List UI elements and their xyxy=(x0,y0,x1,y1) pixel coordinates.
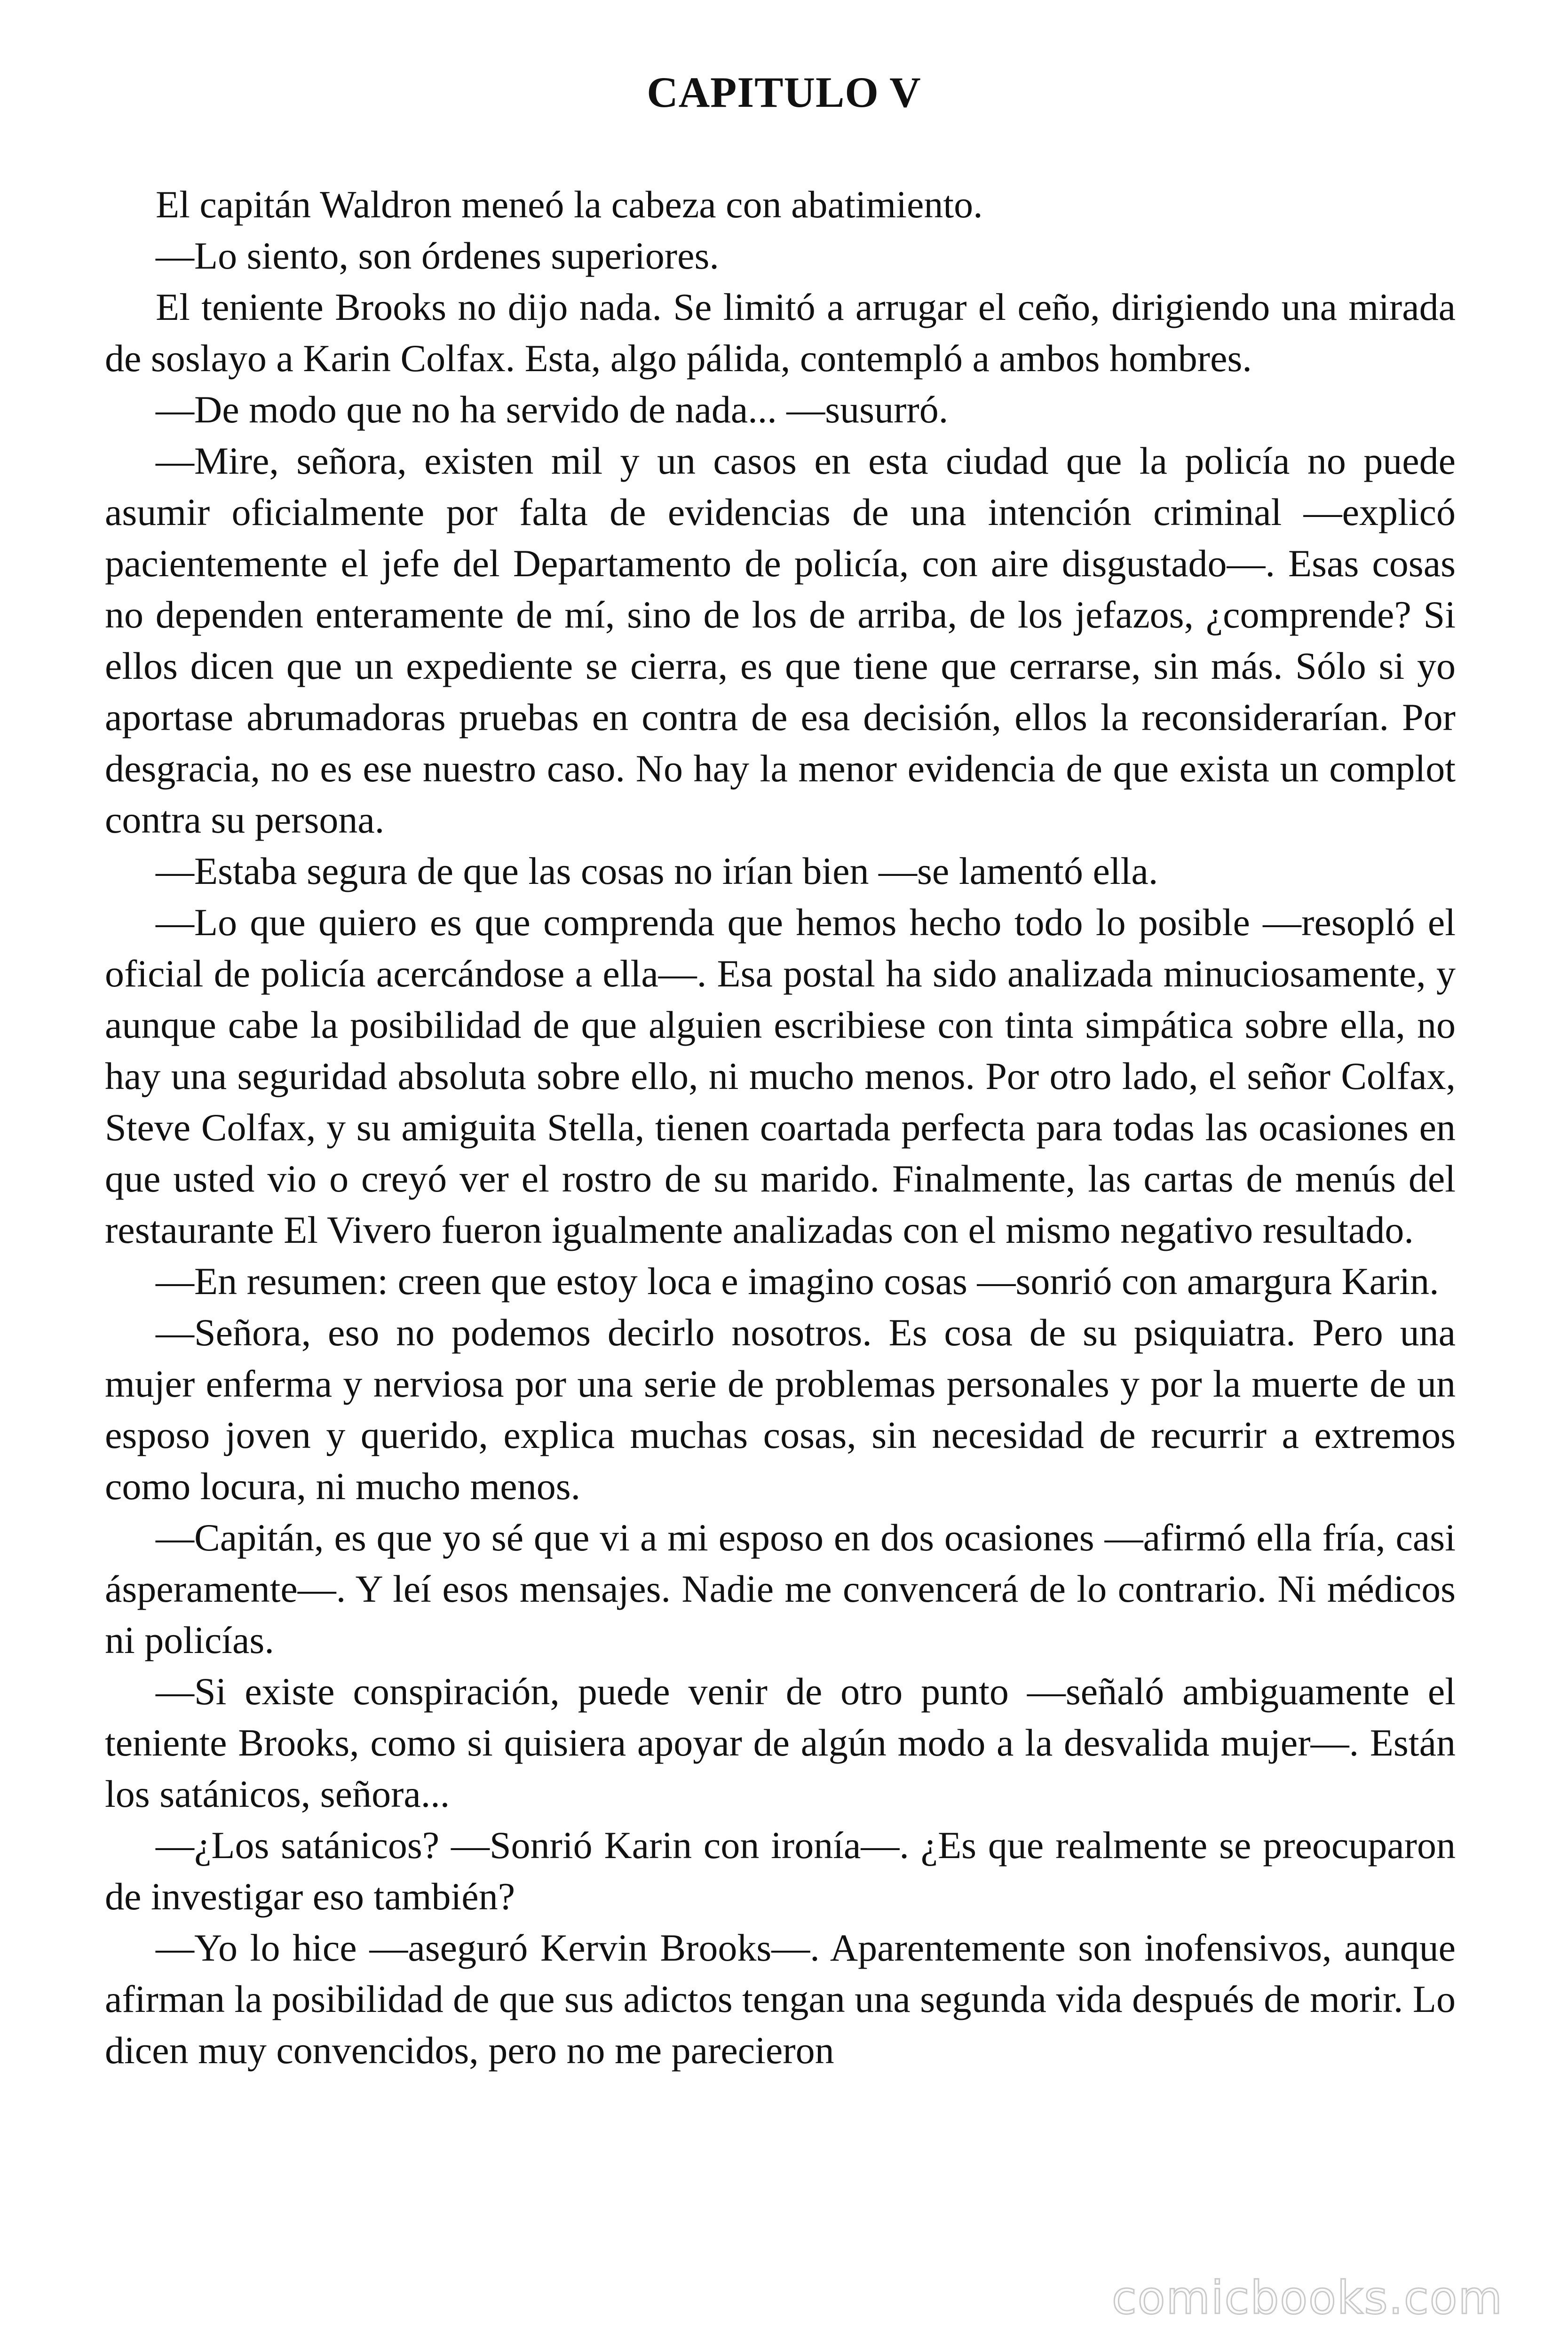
paragraph: —Estaba segura de que las cosas no irían bien —se lamentó ella. xyxy=(156,850,1158,892)
paragraph: —En resumen: creen que estoy loca e imagino cosas —sonrió con amargura Karin. xyxy=(156,1260,1439,1303)
body-text xyxy=(105,179,1456,2076)
paragraph: —Mire, señora, existen mil y un casos en esta ciudad que la policía no puede asumir oficialmente por falta de evidencias de una intención criminal —explicó pacientemente el jefe del Departamento de policía, con aire disgustado—. Esas cosas no dependen enteramente de mí, sino de los de arriba, de los jefazos, ¿comprende? Si ellos dicen que un expediente se cierra, es que tiene que cerrarse, sin más. Sólo si yo aportase abrumadoras pruebas en contra de esa decisión, ellos la reconsiderarían. Por desgracia, no es ese nuestro caso. No hay la menor evidencia de que exista un complot contra su persona. xyxy=(105,439,1456,841)
paragraph: El capitán Waldron meneó la cabeza con abatimiento. xyxy=(156,183,983,226)
paragraph: —Señora, eso no podemos decirlo nosotros. Es cosa de su psiquiatra. Pero una mujer enferma y nerviosa por una serie de problemas personales y por la muerte de un esposo joven y querido, explica muchas cosas, sin necesidad de recurrir a extremos como locura, ni mucho menos. xyxy=(105,1311,1456,1508)
paragraph: —Yo lo hice —aseguró Kervin Brooks—. Aparentemente son inofensivos, aunque afirman la posibilidad de que sus adictos tengan una segunda vida después de morir. Lo dicen muy convencidos, pero no me parecieron xyxy=(105,1926,1456,2072)
paragraph: —Lo siento, son órdenes superiores. xyxy=(156,234,719,277)
paragraph: —Lo que quiero es que comprenda que hemos hecho todo lo posible —resopló el oficial de policía acercándose a ella—. Esa postal ha sido analizada minuciosamente, y aunque cabe la posibilidad de que alguien escribiese con tinta simpática sobre ella, no hay una seguridad absoluta sobre ello, ni mucho menos. Por otro lado, el señor Colfax, Steve Colfax, y su amiguita Stella, tienen coartada perfecta para todas las ocasiones en que usted vio o creyó ver el rostro de su marido. Finalmente, las cartas de menús del restaurante El Vivero fueron igualmente analizadas con el mismo negativo resultado. xyxy=(105,901,1456,1251)
watermark: comicbooks.com xyxy=(1108,2272,1507,2324)
paragraph: El teniente Brooks no dijo nada. Se limitó a arrugar el ceño, dirigiendo una mirada de soslayo a Karin Colfax. Esta, algo pálida, contempló a ambos hombres. xyxy=(105,286,1456,380)
paragraph: —Si existe conspiración, puede venir de otro punto —señaló ambiguamente el teniente Brooks, como si quisiera apoyar de algún modo a la desvalida mujer—. Están los satánicos, señora... xyxy=(105,1670,1456,1815)
chapter-title: CAPITULO V xyxy=(647,68,921,116)
paragraph: —¿Los satánicos? —Sonrió Karin con ironía—. ¿Es que realmente se preocuparon de investigar eso también? xyxy=(105,1824,1456,1918)
paragraph: —De modo que no ha servido de nada... —susurró. xyxy=(156,388,949,431)
paragraph: —Capitán, es que yo sé que vi a mi esposo en dos ocasiones —afirmó ella fría, casi ásperamente—. Y leí esos mensajes. Nadie me convencerá de lo contrario. Ni médicos ni policías. xyxy=(105,1516,1456,1661)
